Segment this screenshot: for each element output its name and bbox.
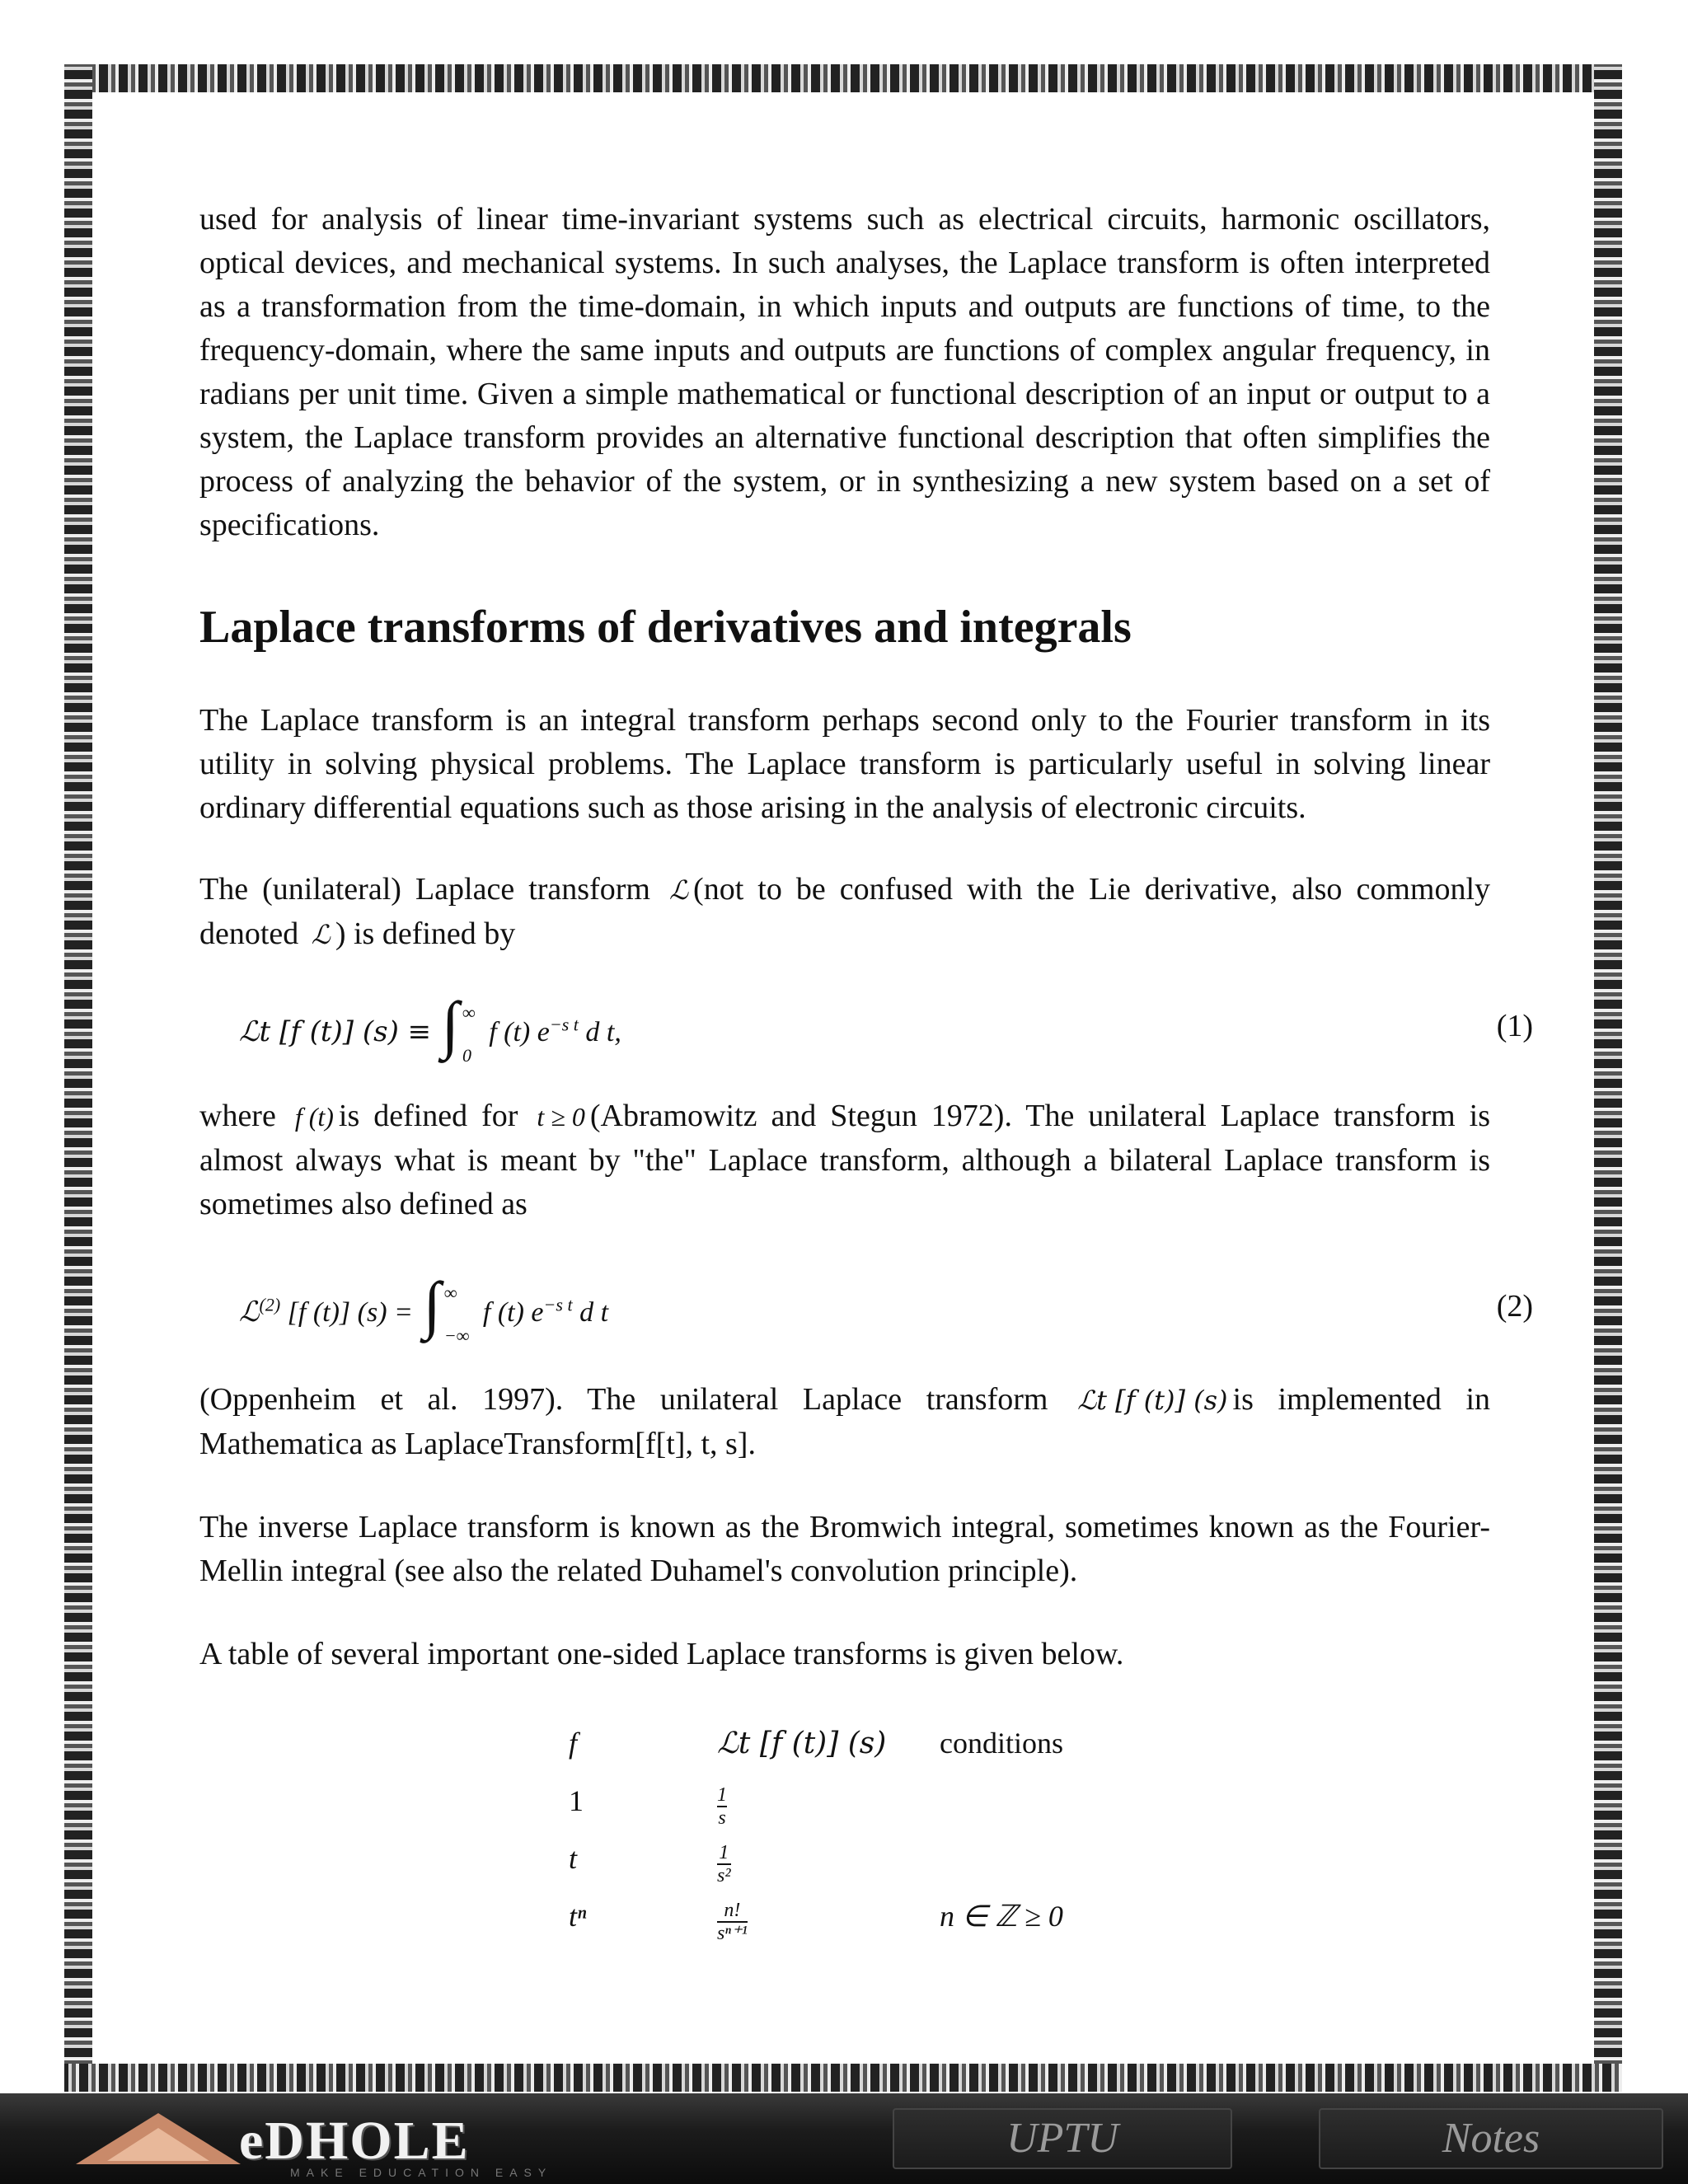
document-content-2 bbox=[199, 1094, 1490, 1226]
paragraph-inverse: The inverse Laplace transform is known as the Bromwich integral, sometimes known as the Fourier-Mellin integral (see also the related Duhamel's convolution principle). bbox=[199, 1510, 1490, 1588]
fraction: $\frac{n!}{\text{sⁿ⁺¹}}$ bbox=[717, 1899, 748, 1944]
equation-2-expression: ℒ$^{(2)}$ [f (t)] (s) = ∫ ∞ −∞ f (t) $e^{-s t}$ d t bbox=[239, 1268, 609, 1347]
uptu-button[interactable]: UPTU bbox=[893, 2108, 1232, 2169]
equation-1 bbox=[239, 987, 1533, 1065]
table-row: 1 $\frac{1}{s}$ bbox=[569, 1783, 727, 1829]
script-l-symbol: ℒ bbox=[669, 874, 689, 906]
page-border-left bbox=[64, 64, 92, 2092]
equation-2-number: (2) bbox=[1496, 1289, 1533, 1324]
fraction: $\frac{1}{\text{s²}}$ bbox=[717, 1841, 731, 1886]
table-row: t $\frac{1}{\text{s²}}$ bbox=[569, 1841, 731, 1886]
laplace-transform-table bbox=[569, 1714, 1187, 1945]
page-border-top bbox=[64, 64, 1622, 92]
script-l-symbol-2: ℒ bbox=[311, 919, 331, 950]
table-header-transform: ℒt [f (t)] (s) bbox=[717, 1726, 887, 1760]
edhole-logo[interactable]: eDHOLE bbox=[239, 2111, 470, 2171]
page-border-bottom bbox=[64, 2064, 1622, 2092]
table-row: tⁿ $\frac{n!}{\text{sⁿ⁺¹}}$ n ∈ ℤ ≥ 0 bbox=[569, 1899, 1063, 1944]
table-header-row bbox=[569, 1714, 1187, 1772]
table-header-conditions: conditions bbox=[940, 1727, 1063, 1760]
integral-sign-2: ∫ bbox=[423, 1268, 441, 1340]
fraction: $\frac{1}{s}$ bbox=[717, 1783, 727, 1829]
intro-paragraph: used for analysis of linear time-invariant systems such as electrical circuits, harmonic oscillators, optical devices, and mechanical systems. In such analyses, the Laplace transform is often interpreted as a transformation from the time-domain, in which inputs and outputs are functions of time, to the frequency-domain, where the same inputs and outputs are functions of complex angular frequency, in radians per unit time. Given a simple mathematical or functional description of an input or output to a system, the Laplace transform provides an alternative functional description that often simplifies the process of analyzing the behavior of the system, or in synthesizing a new system based on a set of specifications. bbox=[199, 202, 1490, 542]
document-content bbox=[199, 198, 1490, 957]
table-header-f: f bbox=[569, 1727, 578, 1760]
footer-bar bbox=[0, 2093, 1688, 2184]
edhole-tagline: MAKE EDUCATION EASY bbox=[290, 2166, 553, 2179]
pyramid-logo-inner-icon bbox=[107, 2128, 209, 2161]
paragraph-where: where f (t) is defined for t ≥ 0 (Abramowitz and Stegun 1972). The unilateral Laplace transform is almost always what is meant by "the" Laplace transform, although a bilateral Laplace transform is sometimes also defined as bbox=[199, 1099, 1490, 1221]
document-content-3 bbox=[199, 1378, 1490, 1676]
equation-1-number: (1) bbox=[1496, 1009, 1533, 1044]
paragraph-definition: The Laplace transform is an integral transform perhaps second only to the Fourier transform in its utility in solving physical problems. The Laplace transform is particularly useful in solving linear ordinary differential equations such as those arising in the analysis of electronic circuits. bbox=[199, 703, 1490, 825]
notes-button[interactable]: Notes bbox=[1319, 2108, 1663, 2169]
paragraph-table-intro: A table of several important one-sided Laplace transforms is given below. bbox=[199, 1637, 1124, 1671]
paragraph-oppenheim: (Oppenheim et al. 1997). The unilateral Laplace transform ℒt [f (t)] (s) is implemented in Mathematica as LaplaceTransform[f[t], t, s]. bbox=[199, 1382, 1490, 1461]
paragraph-unilateral: The (unilateral) Laplace transform ℒ (not to be confused with the Lie derivative, also commonly denoted ℒ ) is defined by bbox=[199, 868, 1490, 957]
equation-1-expression: ℒt [f (t)] (s) ≡ ∫ ∞ 0 f (t) $e^{-s t}$ d t, bbox=[239, 988, 621, 1066]
integral-sign: ∫ bbox=[441, 988, 460, 1060]
page-border-right bbox=[1594, 64, 1622, 2092]
section-heading: Laplace transforms of derivatives and integrals bbox=[199, 602, 1132, 653]
equation-2 bbox=[239, 1268, 1533, 1345]
